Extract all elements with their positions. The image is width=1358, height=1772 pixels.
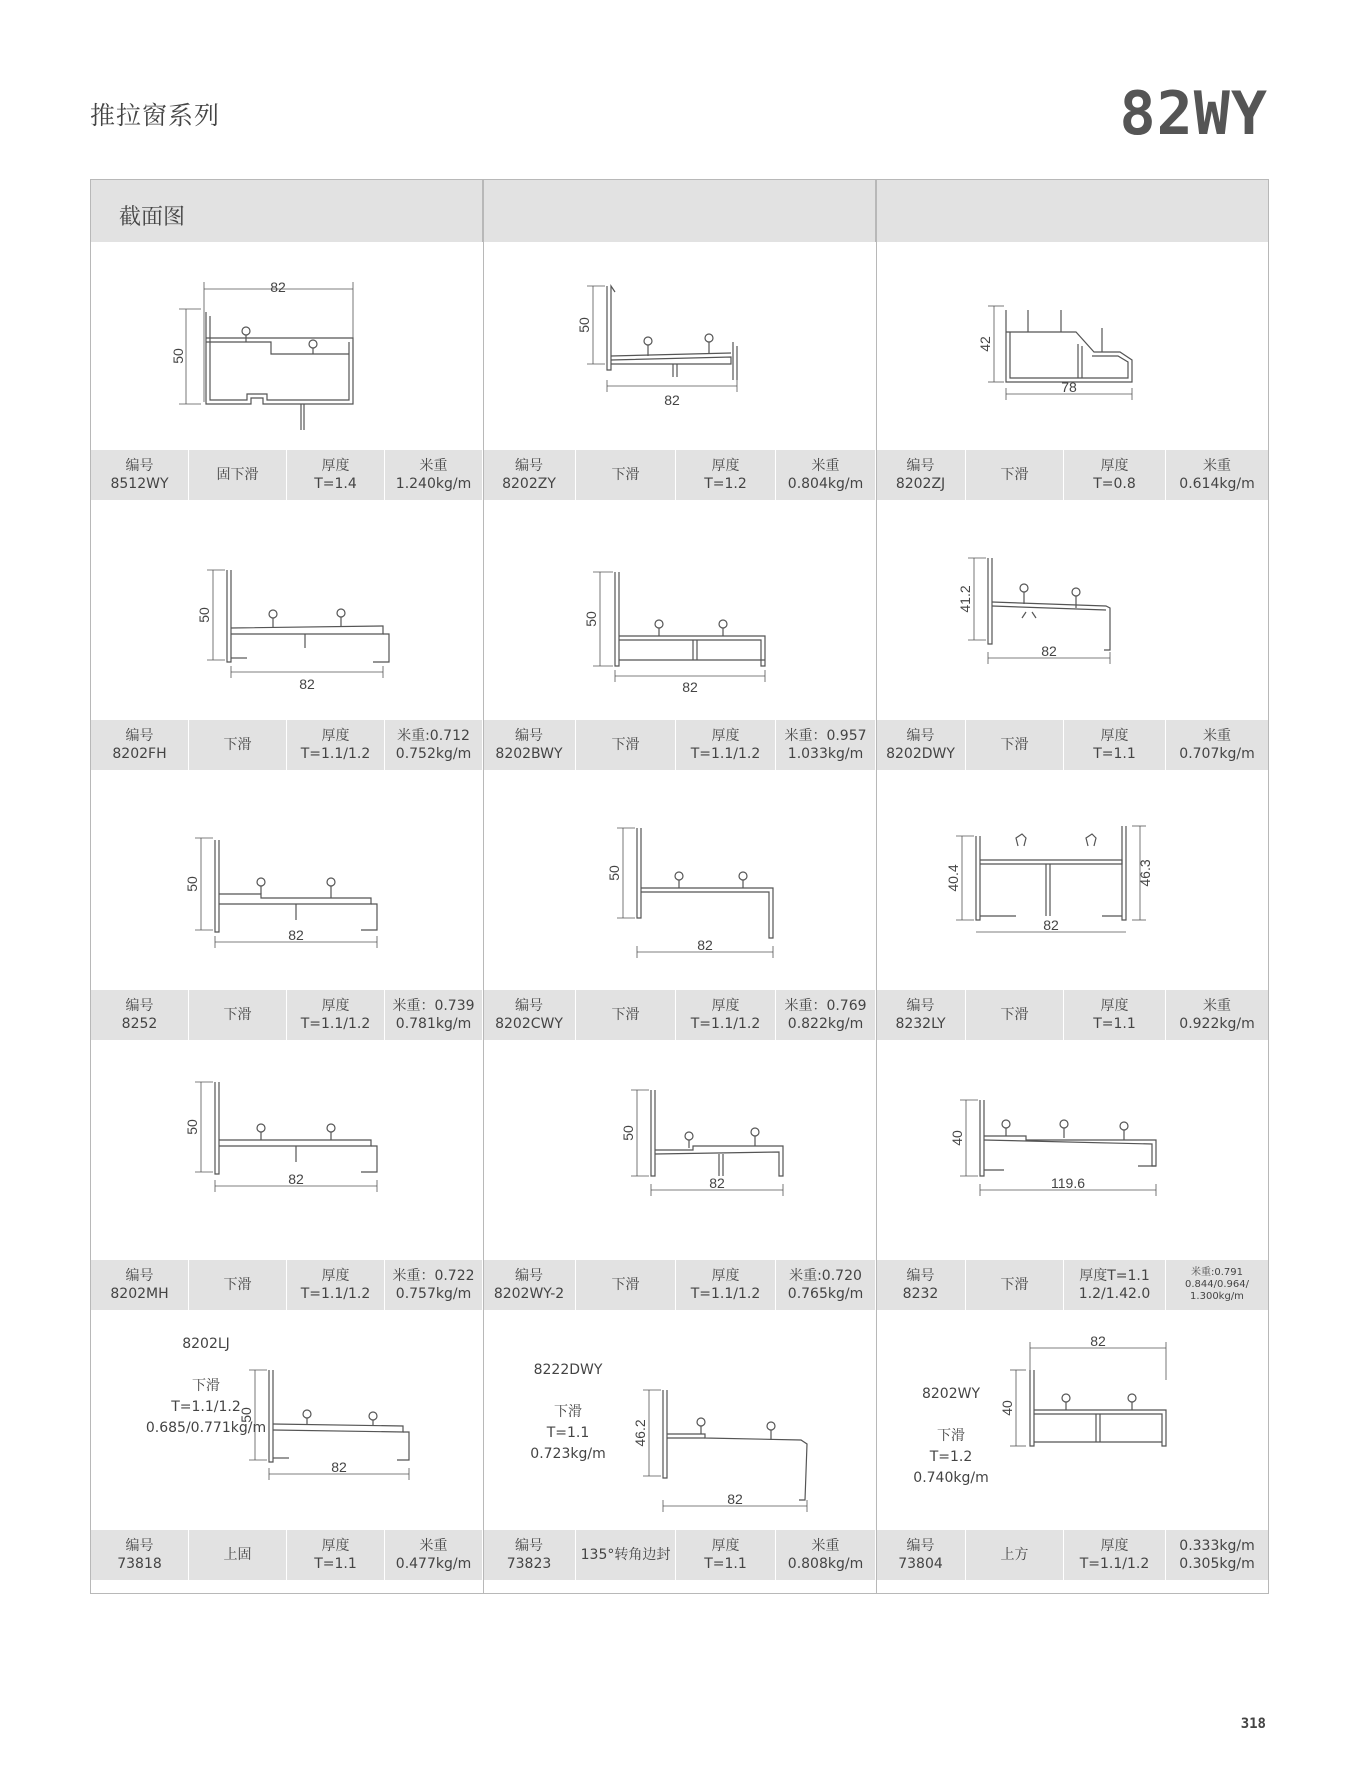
dim-height: 50 [184,1119,200,1135]
weight-cell: 米重 0.922kg/m [1179,998,1255,1032]
name-cell: 下滑 [576,720,676,770]
note-model: 8202WY [921,1386,981,1402]
code-cell: 编号 8202ZY [483,450,576,500]
profile-drawing-8512WY [91,242,483,450]
weight-cell: 米重:0.791 0.844/0.964/ 1.300kg/m [1185,1267,1249,1302]
dim-width: 119.6 [1051,1175,1085,1191]
code-cell: 编号 8252 [91,990,189,1040]
table-header-cell [91,180,483,242]
name-cell: 下滑 [189,720,287,770]
thickness-cell: 厚度 T=1.1 [1064,990,1166,1040]
thickness-cell: 厚度 T=1.1 [676,1530,776,1580]
dim-height: 50 [238,1407,254,1423]
weight-cell: 米重 1.240kg/m [385,450,483,500]
code-cell: 编号 8232 [876,1260,966,1310]
dim-height: 50 [576,317,592,333]
dim-height: 40 [999,1400,1015,1416]
note-model: 8202LJ [182,1336,230,1352]
table-header-cell [876,180,1268,242]
dim-width: 82 [331,1459,347,1475]
profile-drawing-8202CWY [483,770,876,990]
column-divider [483,180,484,1593]
dim-height: 50 [620,1125,636,1141]
note-thickness: T=1.1 [546,1425,590,1441]
weight-cell: 米重 0.707kg/m [1179,728,1255,762]
code-cell: 编号 8202CWY [483,990,576,1040]
profile-table [90,179,1269,1594]
code-cell: 编号 8202FH [91,720,189,770]
column-divider [876,180,877,1593]
note-thickness: T=1.2 [929,1449,973,1465]
info-row [91,990,1268,1040]
profile-drawing-8202DWY [876,500,1268,720]
weight-cell: 米重 0.804kg/m [776,450,876,500]
dim-width: 82 [270,279,286,295]
dim-height: 46.2 [632,1419,648,1447]
note-thickness: T=1.1/1.2 [171,1399,241,1415]
info-row [91,450,1268,500]
name-cell: 下滑 [576,990,676,1040]
weight-cell: 米重：0.739 0.781kg/m [385,990,483,1040]
name-cell: 下滑 [966,720,1064,770]
code-cell: 编号 8512WY [91,450,189,500]
page-number: 318 [1240,1716,1266,1732]
section-drawing-label: 截面图 [119,205,186,230]
info-row [91,1530,1268,1580]
name-cell: 下滑 [576,1260,676,1310]
weight-cell: 米重：0.957 1.033kg/m [776,720,876,770]
dim-width: 82 [727,1491,743,1507]
dim-height: 50 [196,607,212,623]
code-cell: 编号 8232LY [876,990,966,1040]
info-row [91,720,1268,770]
name-cell: 下滑 [189,990,287,1040]
thickness-cell: 厚度 T=1.1/1.2 [287,1260,385,1310]
dim-width: 82 [1090,1333,1106,1349]
thickness-cell: 厚度 T=0.8 [1064,450,1166,500]
profile-drawing-8202WY-2 [483,1040,876,1260]
code-cell: 编号 8202MH [91,1260,189,1310]
dim-height: 50 [583,611,599,627]
dim-height: 50 [170,348,186,364]
info-row [91,1260,1268,1310]
thickness-cell: 厚度 T=1.2 [676,450,776,500]
weight-cell: 0.333kg/m 0.305kg/m [1179,1538,1255,1572]
name-cell: 上固 [189,1530,287,1580]
code-cell: 编号 8202DWY [876,720,966,770]
weight-cell: 米重：0.769 0.822kg/m [776,990,876,1040]
note-weight: 0.740kg/m [913,1470,989,1486]
dim-width: 82 [288,1171,304,1187]
name-cell: 固下滑 [189,450,287,500]
weight-cell: 米重：0.722 0.757kg/m [385,1260,483,1310]
profile-drawing-8252 [91,770,483,990]
dim-width: 82 [299,676,315,692]
thickness-cell: 厚度 T=1.1/1.2 [676,1260,776,1310]
dim-height: 40 [949,1130,965,1146]
name-cell: 下滑 [576,450,676,500]
dim-width: 82 [1043,917,1059,933]
dim-width: 82 [664,392,680,408]
weight-cell: 米重 0.614kg/m [1179,458,1255,492]
model-code: 82WY [1119,79,1268,149]
dim-width: 82 [1041,643,1057,659]
profile-drawing-8202MH [91,1040,483,1260]
dim-height: 41.2 [957,585,973,613]
dim-width: 82 [709,1175,725,1191]
thickness-cell: 厚度 T=1.1/1.2 [676,720,776,770]
code-cell: 编号 8202WY-2 [483,1260,576,1310]
thickness-cell: 厚度 T=1.1/1.2 [1064,1530,1166,1580]
code-cell: 编号 8202ZJ [876,450,966,500]
note-name: 下滑 [192,1378,220,1394]
code-cell: 编号 73823 [483,1530,576,1580]
dim-height: 42 [977,336,993,352]
note-name: 下滑 [554,1404,582,1420]
thickness-cell: 厚度 T=1.1/1.2 [676,990,776,1040]
weight-cell: 米重 0.808kg/m [776,1530,876,1580]
profile-drawing-8202WY [876,1310,1268,1530]
profile-drawing-8232LY [876,770,1268,990]
profile-drawing-8232 [876,1040,1268,1260]
thickness-cell: 厚度 T=1.1 [1064,720,1166,770]
note-weight: 0.685/0.771kg/m [145,1420,267,1436]
thickness-cell: 厚度 T=1.4 [287,450,385,500]
dim-width: 82 [288,927,304,943]
dim-width: 82 [682,679,698,695]
dim-height: 50 [184,876,200,892]
note-weight: 0.723kg/m [530,1446,606,1462]
dim-height: 40.4 [945,864,961,892]
name-cell: 下滑 [966,990,1064,1040]
name-cell: 135°转角边封 [576,1530,676,1580]
dim-width: 82 [697,937,713,953]
code-cell: 编号 73818 [91,1530,189,1580]
note-model: 8222DWY [533,1362,603,1378]
thickness-cell: 厚度 T=1.1/1.2 [287,720,385,770]
thickness-cell: 厚度T=1.1 1.2/1.42.0 [1064,1260,1166,1310]
note-name: 下滑 [937,1428,965,1444]
dim-height: 50 [606,865,622,881]
profile-drawing-8222DWY [483,1310,876,1530]
table-header-cell [483,180,876,242]
code-cell: 编号 73804 [876,1530,966,1580]
code-cell: 编号 8202BWY [483,720,576,770]
weight-cell: 米重 0.477kg/m [385,1530,483,1580]
profile-drawing-8202BWY [483,500,876,720]
name-cell: 下滑 [966,1260,1064,1310]
series-title: 推拉窗系列 [90,101,221,130]
weight-cell: 米重:0.712 0.752kg/m [385,720,483,770]
thickness-cell: 厚度 T=1.1 [287,1530,385,1580]
profile-drawing-8202FH [91,500,483,720]
dim-width: 78 [1061,379,1077,395]
weight-cell: 米重:0.720 0.765kg/m [776,1260,876,1310]
thickness-cell: 厚度 T=1.1/1.2 [287,990,385,1040]
profile-drawing-8202ZY [483,242,876,450]
dim-height-2: 46.3 [1137,859,1153,887]
profile-drawing-8202ZJ [876,242,1268,450]
profile-drawing-8202LJ [91,1310,483,1530]
name-cell: 下滑 [966,450,1064,500]
name-cell: 下滑 [189,1260,287,1310]
name-cell: 上方 [966,1530,1064,1580]
